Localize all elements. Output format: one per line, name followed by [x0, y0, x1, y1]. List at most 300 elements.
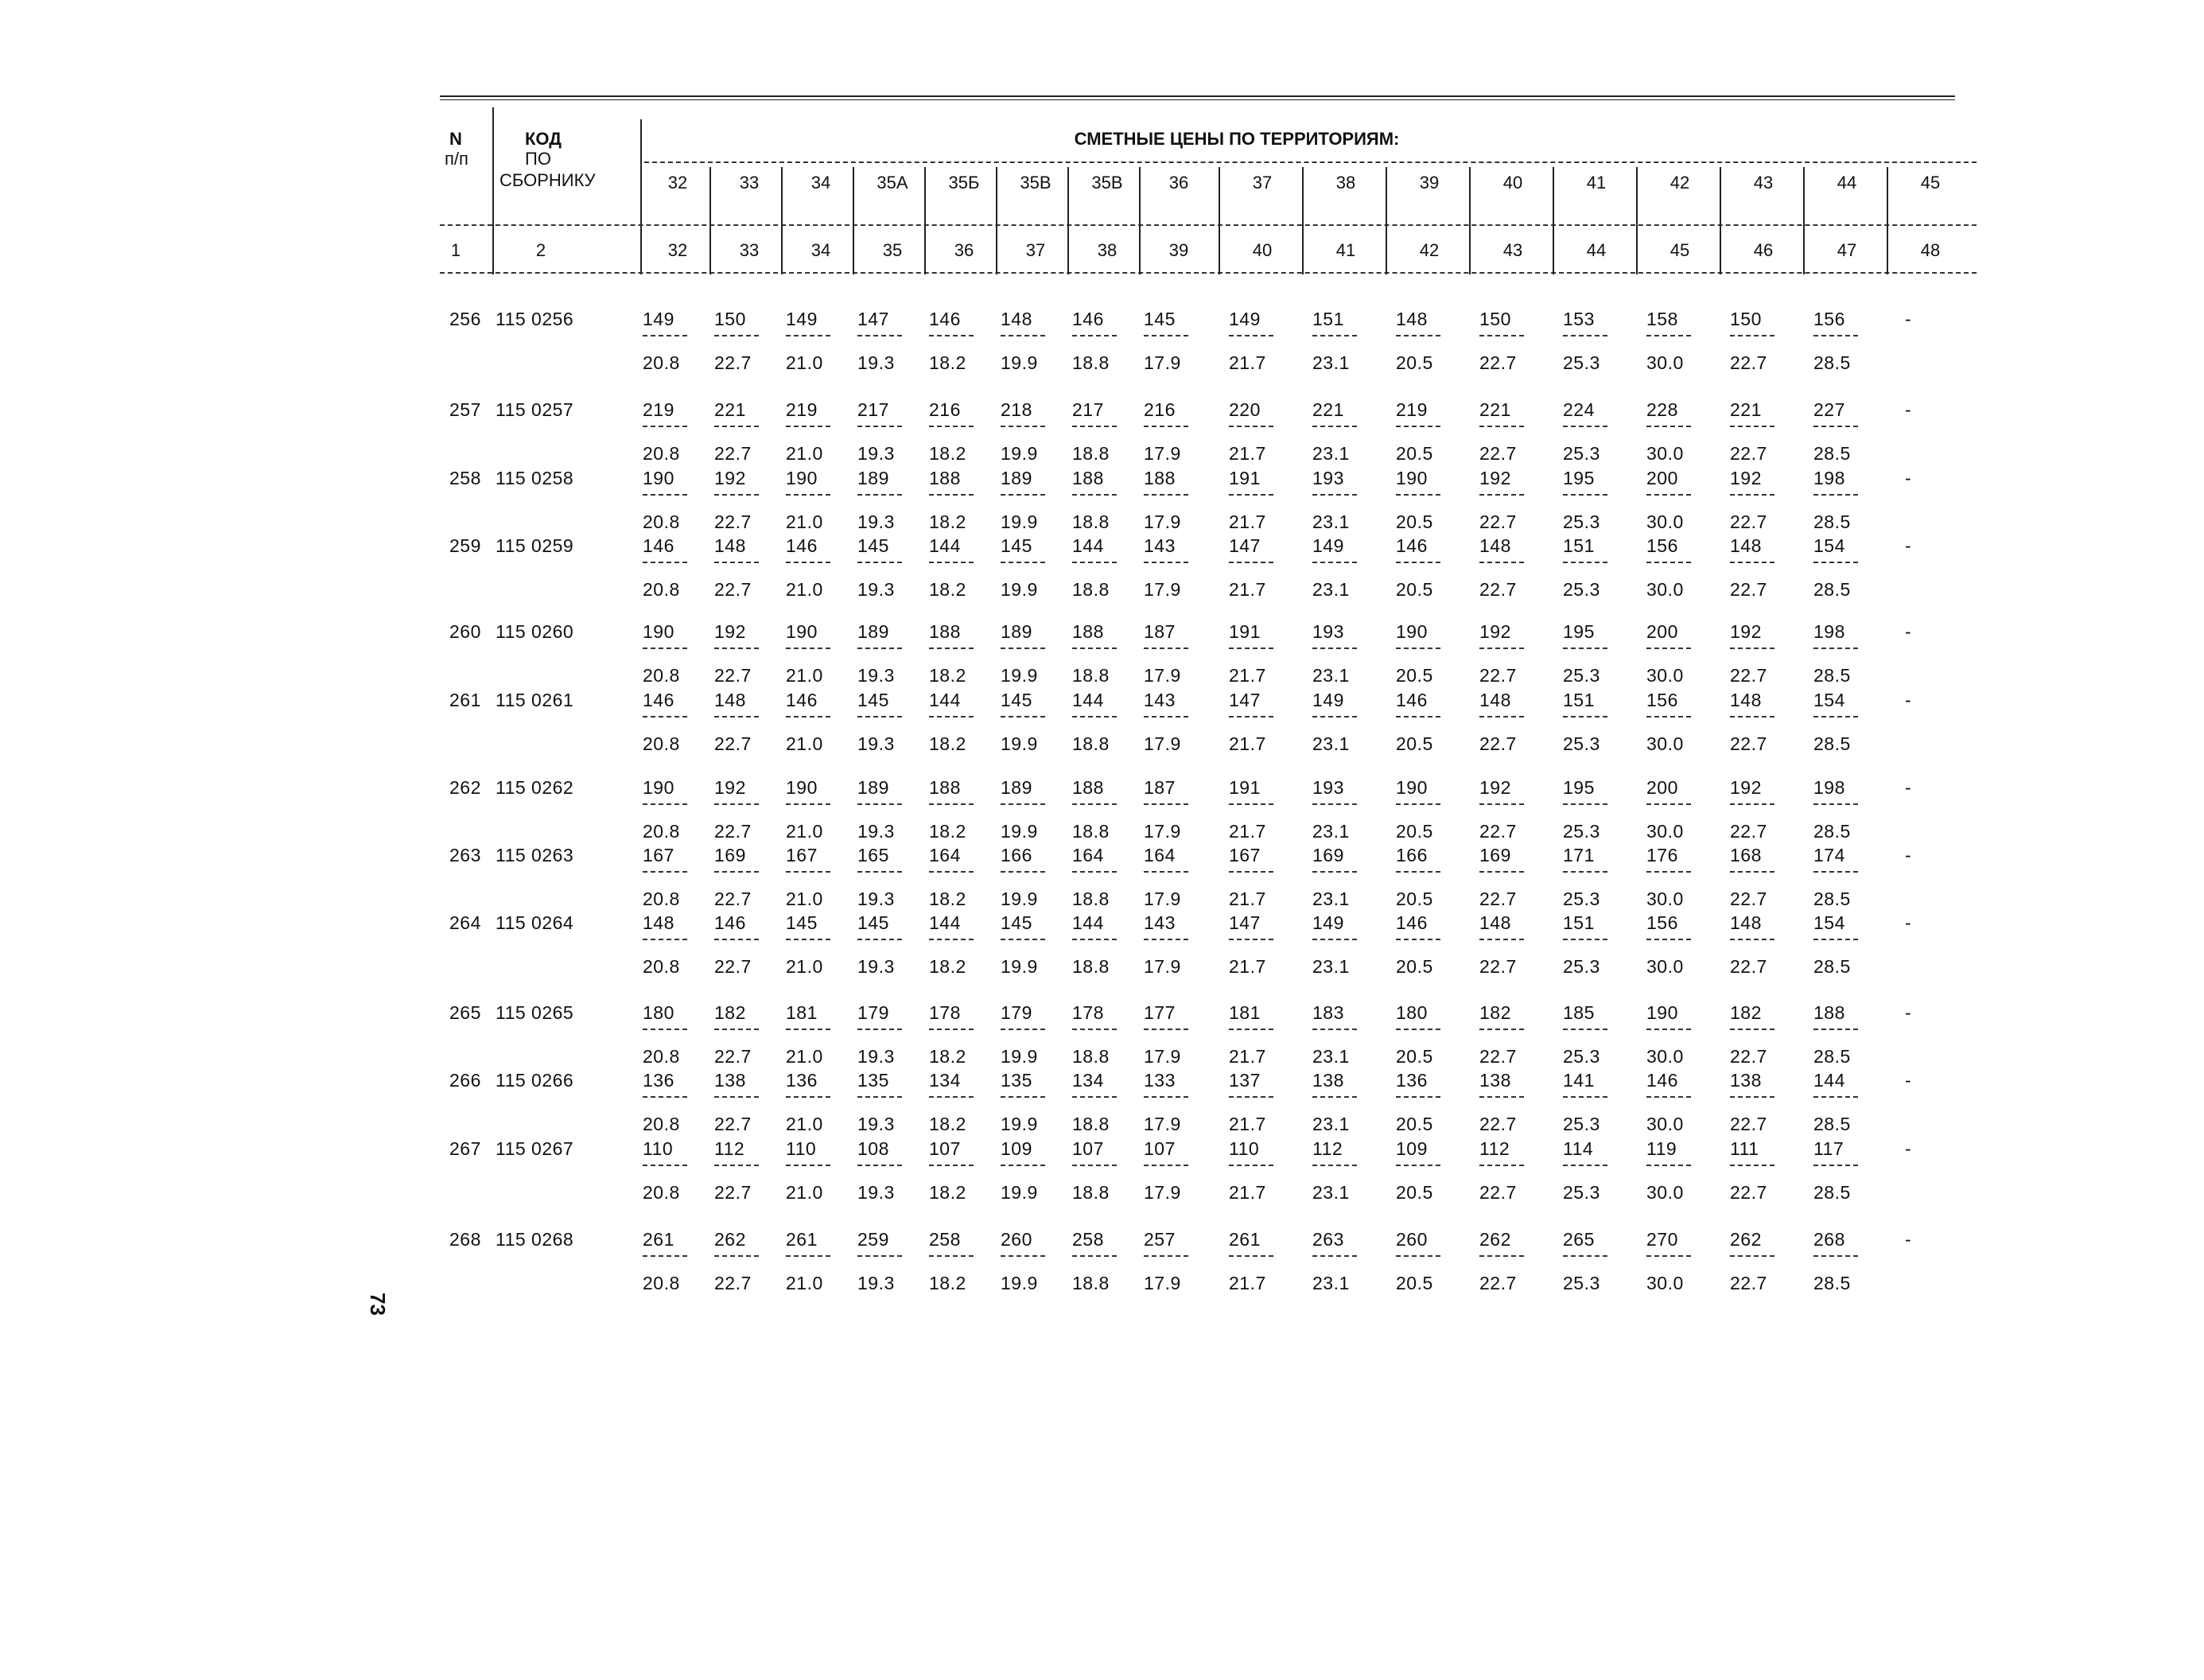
colnum-1: 1	[450, 240, 461, 260]
price-value: 151	[1563, 912, 1595, 933]
price-value: 143	[1144, 912, 1176, 933]
fraction-bar	[857, 1029, 902, 1030]
fraction-bar	[714, 335, 759, 336]
fraction-bar	[1563, 426, 1607, 427]
row-number: 264	[449, 912, 481, 933]
index-value: 22.7	[714, 579, 752, 600]
fraction-bar	[1072, 1029, 1117, 1030]
price-value: 149	[1312, 690, 1344, 710]
index-value: 22.7	[1730, 579, 1767, 600]
fraction-bar	[1479, 939, 1524, 940]
fraction-bar	[1001, 1096, 1045, 1098]
column-number: 42	[1419, 240, 1440, 260]
fraction-bar	[929, 1029, 974, 1030]
price-value: 144	[1072, 912, 1104, 933]
fraction-bar	[714, 1029, 759, 1030]
index-value: 18.8	[1072, 665, 1110, 686]
price-value: 138	[1730, 1070, 1762, 1091]
column-number: 44	[1586, 240, 1607, 260]
price-value: 171	[1563, 845, 1595, 865]
fraction-bar	[1813, 1096, 1858, 1098]
column-divider	[1219, 167, 1220, 274]
price-value: 146	[786, 690, 818, 710]
price-value: 150	[1479, 309, 1511, 329]
fraction-bar	[1813, 1255, 1858, 1257]
price-value: 112	[714, 1138, 745, 1159]
fraction-bar	[1229, 335, 1273, 336]
price-value: 192	[1730, 621, 1762, 642]
column-number: 34	[810, 240, 831, 260]
fraction-bar	[1813, 648, 1858, 649]
index-value: 18.8	[1072, 956, 1110, 977]
price-value: 261	[643, 1229, 674, 1250]
price-value: 138	[714, 1070, 746, 1091]
index-value: 22.7	[1730, 889, 1767, 909]
index-value: 22.7	[1479, 821, 1517, 842]
fraction-bar	[857, 939, 902, 940]
price-value: 188	[1072, 777, 1104, 798]
price-value: 135	[857, 1070, 889, 1091]
fraction-bar	[1730, 494, 1774, 496]
fraction-bar	[1813, 716, 1858, 718]
fraction-bar	[1072, 939, 1117, 940]
row-code: 115 0261	[496, 690, 574, 710]
index-value: 22.7	[714, 443, 752, 464]
index-value: 30.0	[1646, 1046, 1684, 1067]
fraction-bar	[1001, 426, 1045, 427]
fraction-bar	[1144, 939, 1188, 940]
fraction-bar	[929, 716, 974, 718]
fraction-bar	[1144, 494, 1188, 496]
index-value: 23.1	[1312, 443, 1350, 464]
index-value: 18.8	[1072, 352, 1110, 373]
price-value: 158	[1646, 309, 1678, 329]
index-value: 17.9	[1144, 821, 1181, 842]
index-value: 30.0	[1646, 511, 1684, 532]
fraction-bar	[1229, 648, 1273, 649]
row-code: 115 0263	[496, 845, 574, 865]
price-value: 189	[857, 621, 889, 642]
index-value: 20.8	[643, 1046, 680, 1067]
page-number: 73	[366, 1293, 390, 1316]
fraction-bar	[857, 426, 902, 427]
index-value: 17.9	[1144, 443, 1181, 464]
index-value: 19.3	[857, 956, 895, 977]
row-code: 115 0262	[496, 777, 574, 798]
price-value: 169	[1312, 845, 1344, 865]
price-value: 148	[1479, 912, 1511, 933]
fraction-bar	[1072, 648, 1117, 649]
fraction-bar	[929, 562, 974, 563]
fraction-bar	[857, 1255, 902, 1257]
price-value: 150	[714, 309, 746, 329]
index-value: 19.9	[1001, 821, 1038, 842]
index-value: 19.3	[857, 1046, 895, 1067]
price-value: 176	[1646, 845, 1678, 865]
price-value: 154	[1813, 535, 1845, 556]
territory-header: 36	[1168, 173, 1189, 192]
price-value: 192	[1479, 621, 1511, 642]
price-value: 198	[1813, 621, 1845, 642]
index-value: 20.5	[1396, 443, 1433, 464]
row-number: 268	[449, 1229, 481, 1250]
col-num-label: N	[449, 129, 462, 149]
fraction-bar	[643, 803, 687, 805]
index-value: 20.5	[1396, 1114, 1433, 1134]
price-value: 192	[1730, 468, 1762, 488]
title-underline	[644, 161, 1977, 163]
index-value: 20.8	[643, 443, 680, 464]
index-value: 20.8	[643, 1114, 680, 1134]
fraction-bar	[1072, 494, 1117, 496]
index-value: 20.5	[1396, 665, 1433, 686]
price-value: 193	[1312, 777, 1344, 798]
price-value: 146	[1396, 690, 1428, 710]
index-value: 22.7	[714, 821, 752, 842]
index-value: 18.8	[1072, 443, 1110, 464]
fraction-bar	[1563, 871, 1607, 873]
index-value: 17.9	[1144, 511, 1181, 532]
fraction-bar	[714, 939, 759, 940]
index-value: 17.9	[1144, 889, 1181, 909]
index-value: 23.1	[1312, 733, 1350, 754]
index-value: 17.9	[1144, 665, 1181, 686]
column-number: 37	[1025, 240, 1046, 260]
index-value: 28.5	[1813, 352, 1851, 373]
fraction-bar	[714, 716, 759, 718]
fraction-bar	[1813, 1165, 1858, 1166]
index-value: 25.3	[1563, 1182, 1600, 1203]
price-value: 227	[1813, 399, 1845, 420]
price-value: 217	[857, 399, 889, 420]
price-value: 112	[1312, 1138, 1343, 1159]
fraction-bar	[1813, 871, 1858, 873]
fraction-bar	[643, 1165, 687, 1166]
price-value: 188	[1072, 468, 1104, 488]
territory-header: 35Б	[948, 173, 980, 192]
price-value: 192	[1730, 777, 1762, 798]
price-value: 190	[786, 777, 818, 798]
fraction-bar	[1730, 562, 1774, 563]
index-value: 19.9	[1001, 352, 1038, 373]
price-value: 187	[1144, 777, 1176, 798]
fraction-bar	[1479, 1255, 1524, 1257]
index-value: 21.0	[786, 352, 823, 373]
fraction-bar	[1229, 1165, 1273, 1166]
price-value: 145	[857, 535, 889, 556]
index-value: 19.3	[857, 511, 895, 532]
territory-45-value: -	[1905, 912, 1912, 933]
index-value: 18.2	[929, 579, 966, 600]
price-value: 156	[1646, 912, 1678, 933]
row-number: 261	[449, 690, 481, 710]
price-value: 200	[1646, 621, 1678, 642]
index-value: 18.8	[1072, 733, 1110, 754]
price-value: 136	[643, 1070, 674, 1091]
price-value: 216	[929, 399, 961, 420]
price-value: 217	[1072, 399, 1104, 420]
fraction-bar	[1001, 1165, 1045, 1166]
fraction-bar	[1396, 648, 1440, 649]
fraction-bar	[929, 871, 974, 873]
index-value: 21.7	[1229, 733, 1266, 754]
row-code: 115 0257	[496, 399, 574, 420]
fraction-bar	[1396, 1096, 1440, 1098]
fraction-bar	[1396, 562, 1440, 563]
price-value: 154	[1813, 690, 1845, 710]
row-number: 257	[449, 399, 481, 420]
index-value: 22.7	[1479, 665, 1517, 686]
price-value: 224	[1563, 399, 1595, 420]
fraction-bar	[1229, 562, 1273, 563]
fraction-bar	[1072, 716, 1117, 718]
price-value: 149	[786, 309, 818, 329]
fraction-bar	[1072, 562, 1117, 563]
fraction-bar	[1001, 939, 1045, 940]
index-value: 19.9	[1001, 956, 1038, 977]
index-value: 25.3	[1563, 1046, 1600, 1067]
fraction-bar	[1144, 1255, 1188, 1257]
index-value: 22.7	[1479, 889, 1517, 909]
index-value: 21.0	[786, 733, 823, 754]
price-value: 108	[857, 1138, 889, 1159]
fraction-bar	[786, 871, 830, 873]
price-value: 168	[1730, 845, 1762, 865]
index-value: 28.5	[1813, 821, 1851, 842]
fraction-bar	[1479, 1096, 1524, 1098]
price-value: 136	[1396, 1070, 1428, 1091]
index-value: 22.7	[714, 1114, 752, 1134]
index-value: 25.3	[1563, 443, 1600, 464]
index-value: 22.7	[714, 511, 752, 532]
index-value: 22.7	[714, 733, 752, 754]
fraction-bar	[1144, 871, 1188, 873]
price-value: 146	[714, 912, 746, 933]
territory-45-value: -	[1905, 690, 1912, 710]
index-value: 30.0	[1646, 733, 1684, 754]
index-value: 17.9	[1144, 1114, 1181, 1134]
index-value: 19.9	[1001, 1273, 1038, 1293]
index-value: 21.7	[1229, 1273, 1266, 1293]
price-value: 166	[1396, 845, 1428, 865]
fraction-bar	[1730, 1029, 1774, 1030]
index-value: 18.2	[929, 956, 966, 977]
column-number: 36	[954, 240, 974, 260]
fraction-bar	[1730, 871, 1774, 873]
column-number: 39	[1168, 240, 1189, 260]
price-value: 141	[1563, 1070, 1595, 1091]
row-number: 256	[449, 309, 481, 329]
index-value: 22.7	[1479, 1273, 1517, 1293]
fraction-bar	[857, 871, 902, 873]
price-value: 190	[643, 777, 674, 798]
price-value: 149	[1312, 912, 1344, 933]
index-value: 22.7	[1730, 1273, 1767, 1293]
index-value: 18.8	[1072, 511, 1110, 532]
index-value: 23.1	[1312, 352, 1350, 373]
fraction-bar	[1646, 1165, 1691, 1166]
fraction-bar	[643, 648, 687, 649]
column-divider	[1887, 167, 1888, 274]
fraction-bar	[1312, 803, 1357, 805]
index-value: 20.5	[1396, 511, 1433, 532]
index-value: 21.7	[1229, 1114, 1266, 1134]
top-rule-2	[440, 99, 1955, 100]
index-value: 21.0	[786, 511, 823, 532]
price-value: 190	[1396, 468, 1428, 488]
fraction-bar	[1563, 1165, 1607, 1166]
fraction-bar	[786, 939, 830, 940]
index-value: 25.3	[1563, 821, 1600, 842]
colnum-2: 2	[535, 240, 546, 260]
index-value: 18.8	[1072, 1182, 1110, 1203]
territory-45-value: -	[1905, 535, 1912, 556]
index-value: 21.7	[1229, 1182, 1266, 1203]
index-value: 22.7	[714, 956, 752, 977]
price-value: 221	[1479, 399, 1511, 420]
territory-45-value: -	[1905, 309, 1912, 329]
price-value: 148	[1479, 690, 1511, 710]
price-value: 200	[1646, 468, 1678, 488]
fraction-bar	[1479, 426, 1524, 427]
fraction-bar	[1813, 562, 1858, 563]
fraction-bar	[1144, 562, 1188, 563]
price-value: 148	[714, 690, 746, 710]
price-value: 261	[786, 1229, 818, 1250]
index-value: 30.0	[1646, 443, 1684, 464]
fraction-bar	[857, 562, 902, 563]
fraction-bar	[1312, 562, 1357, 563]
index-value: 28.5	[1813, 889, 1851, 909]
index-value: 30.0	[1646, 821, 1684, 842]
price-value: 148	[1730, 535, 1762, 556]
price-value: 164	[929, 845, 961, 865]
fraction-bar	[929, 335, 974, 336]
index-value: 23.1	[1312, 579, 1350, 600]
price-value: 153	[1563, 309, 1595, 329]
price-value: 146	[929, 309, 961, 329]
price-value: 148	[1479, 535, 1511, 556]
fraction-bar	[1001, 494, 1045, 496]
index-value: 21.7	[1229, 1046, 1266, 1067]
index-value: 20.8	[643, 821, 680, 842]
fraction-bar	[786, 494, 830, 496]
index-value: 19.9	[1001, 1182, 1038, 1203]
fraction-bar	[1730, 939, 1774, 940]
column-number: 38	[1097, 240, 1118, 260]
fraction-bar	[1001, 1029, 1045, 1030]
price-value: 119	[1646, 1138, 1677, 1159]
price-value: 189	[1001, 777, 1032, 798]
index-value: 18.2	[929, 1046, 966, 1067]
price-value: 109	[1001, 1138, 1032, 1159]
index-value: 21.7	[1229, 352, 1266, 373]
index-value: 22.7	[1730, 821, 1767, 842]
index-value: 20.8	[643, 1273, 680, 1293]
price-value: 146	[1396, 535, 1428, 556]
index-value: 20.5	[1396, 733, 1433, 754]
price-value: 114	[1563, 1138, 1594, 1159]
index-value: 23.1	[1312, 1114, 1350, 1134]
index-value: 28.5	[1813, 1273, 1851, 1293]
fraction-bar	[714, 648, 759, 649]
index-value: 21.0	[786, 821, 823, 842]
price-value: 148	[1730, 690, 1762, 710]
index-value: 18.8	[1072, 579, 1110, 600]
fraction-bar	[1001, 335, 1045, 336]
fraction-bar	[1813, 494, 1858, 496]
row-number: 258	[449, 468, 481, 488]
price-value: 133	[1144, 1070, 1176, 1091]
price-value: 190	[1646, 1002, 1678, 1023]
price-value: 138	[1312, 1070, 1344, 1091]
territory-header: 39	[1419, 173, 1440, 192]
index-value: 22.7	[1730, 1046, 1767, 1067]
price-value: 148	[1396, 309, 1428, 329]
index-value: 19.3	[857, 352, 895, 373]
fraction-bar	[1229, 871, 1273, 873]
fraction-bar	[1646, 562, 1691, 563]
territory-45-value: -	[1905, 1229, 1912, 1250]
index-value: 28.5	[1813, 511, 1851, 532]
price-value: 156	[1646, 535, 1678, 556]
fraction-bar	[1563, 1096, 1607, 1098]
column-divider	[1720, 167, 1721, 274]
price-value: 146	[1396, 912, 1428, 933]
column-divider	[1803, 167, 1805, 274]
index-value: 22.7	[714, 1046, 752, 1067]
price-value: 136	[786, 1070, 818, 1091]
index-value: 17.9	[1144, 733, 1181, 754]
index-value: 21.0	[786, 956, 823, 977]
fraction-bar	[1479, 716, 1524, 718]
row-code: 115 0265	[496, 1002, 574, 1023]
territory-header: 41	[1586, 173, 1607, 192]
price-value: 261	[1229, 1229, 1261, 1250]
row-number: 265	[449, 1002, 481, 1023]
fraction-bar	[857, 1165, 902, 1166]
price-value: 188	[1144, 468, 1176, 488]
price-value: 191	[1229, 621, 1261, 642]
price-value: 189	[1001, 621, 1032, 642]
price-value: 148	[1730, 912, 1762, 933]
index-value: 23.1	[1312, 1182, 1350, 1203]
row-code: 115 0259	[496, 535, 574, 556]
price-value: 112	[1479, 1138, 1510, 1159]
fraction-bar	[1479, 562, 1524, 563]
column-number: 45	[1670, 240, 1690, 260]
index-value: 18.2	[929, 665, 966, 686]
index-value: 25.3	[1563, 352, 1600, 373]
price-value: 178	[1072, 1002, 1104, 1023]
index-value: 18.2	[929, 1182, 966, 1203]
row-number: 263	[449, 845, 481, 865]
price-value: 190	[643, 468, 674, 488]
index-value: 22.7	[1479, 511, 1517, 532]
fraction-bar	[1563, 716, 1607, 718]
index-value: 30.0	[1646, 665, 1684, 686]
fraction-bar	[1813, 1029, 1858, 1030]
territory-header: 35А	[877, 173, 908, 192]
price-value: 262	[1730, 1229, 1762, 1250]
row-code: 115 0256	[496, 309, 574, 329]
territory-header: 40	[1502, 173, 1523, 192]
price-value: 107	[1144, 1138, 1176, 1159]
price-value: 107	[1072, 1138, 1104, 1159]
price-value: 151	[1563, 690, 1595, 710]
price-value: 110	[786, 1138, 817, 1159]
fraction-bar	[1312, 426, 1357, 427]
